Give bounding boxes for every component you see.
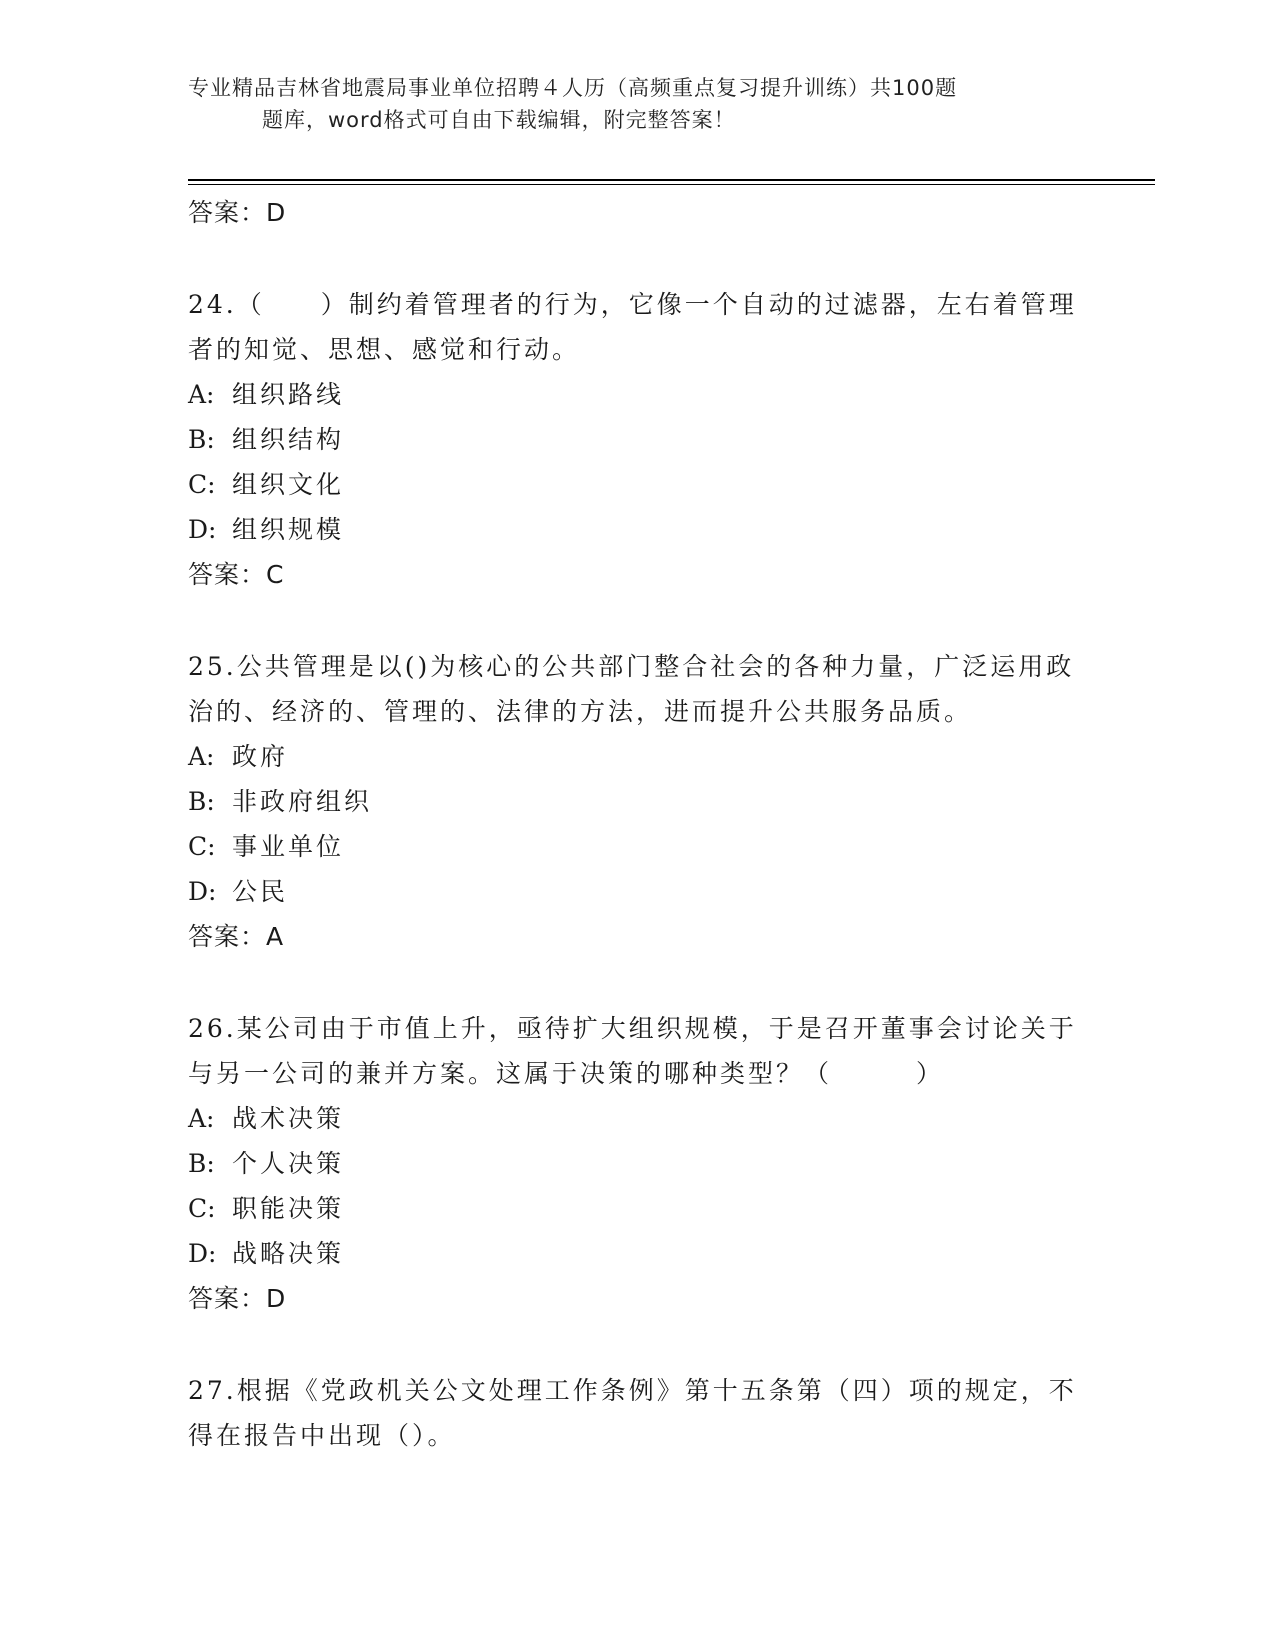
page-header: [188, 72, 1068, 136]
option-d: [188, 1231, 1088, 1276]
option-key: B:: [188, 425, 215, 454]
option-text: 组织路线: [232, 380, 345, 409]
question-item: [188, 644, 1088, 957]
question-text: 26.某公司由于市值上升，亟待扩大组织规模，于是召开董事会讨论关于与另一公司的兼并方案。这属于决策的哪种类型？（ ）: [188, 1014, 1077, 1088]
option-key: B:: [188, 787, 215, 816]
option-key: D:: [188, 877, 217, 906]
option-b: [188, 779, 1088, 824]
option-c: [188, 824, 1088, 869]
option-text: 政府: [232, 742, 289, 771]
option-key: C:: [188, 832, 216, 861]
option-c: [188, 1186, 1088, 1231]
answer-line: [188, 1279, 1088, 1319]
header-divider-thin: [188, 184, 1155, 185]
option-key: C:: [188, 1194, 216, 1223]
option-text: 非政府组织: [232, 787, 373, 816]
option-d: [188, 869, 1088, 914]
answer-value: D: [266, 198, 287, 227]
answer-label: 答案：: [188, 198, 267, 227]
option-b: [188, 1141, 1088, 1186]
option-c: [188, 462, 1088, 507]
option-a: [188, 734, 1088, 779]
answer-label: 答案：: [188, 922, 267, 951]
option-text: 个人决策: [232, 1149, 345, 1178]
question-list: [188, 190, 1088, 1458]
answer-value: A: [266, 922, 285, 951]
option-b: [188, 417, 1088, 462]
answer-line: [188, 193, 1088, 233]
option-text: 组织文化: [232, 470, 345, 499]
question-item: [188, 1006, 1088, 1319]
option-text: 公民: [232, 877, 289, 906]
question-item: [188, 282, 1088, 595]
option-a: [188, 1096, 1088, 1141]
option-text: 职能决策: [232, 1194, 345, 1223]
question-item: [188, 1368, 1088, 1458]
answer-label: 答案：: [188, 560, 267, 589]
option-text: 事业单位: [232, 832, 345, 861]
option-key: B:: [188, 1149, 215, 1178]
question-text: 24.（ ）制约着管理者的行为，它像一个自动的过滤器，左右着管理者的知觉、思想、感觉和行动。: [188, 290, 1077, 364]
header-divider: [188, 179, 1155, 181]
option-key: A:: [188, 1104, 215, 1133]
answer-line: [188, 917, 1088, 957]
header-title-line1: 专业精品吉林省地震局事业单位招聘４人历（高频重点复习提升训练）共100题: [188, 76, 958, 100]
option-text: 战术决策: [232, 1104, 345, 1133]
question-text: 25.公共管理是以()为核心的公共部门整合社会的各种力量，广泛运用政治的、经济的、管理的、法律的方法，进而提升公共服务品质。: [188, 652, 1075, 726]
answer-value: C: [266, 560, 285, 589]
answer-line: [188, 555, 1088, 595]
header-title-line2: 题库，word格式可自由下载编辑，附完整答案！: [262, 108, 736, 132]
question-text: 27.根据《党政机关公文处理工作条例》第十五条第（四）项的规定，不得在报告中出现（）。: [188, 1376, 1077, 1450]
option-a: [188, 372, 1088, 417]
option-text: 组织规模: [232, 515, 345, 544]
option-key: D:: [188, 1239, 217, 1268]
option-key: A:: [188, 380, 215, 409]
option-text: 战略决策: [232, 1239, 345, 1268]
option-d: [188, 507, 1088, 552]
option-text: 组织结构: [232, 425, 345, 454]
answer-label: 答案：: [188, 1284, 267, 1313]
option-key: A:: [188, 742, 215, 771]
option-key: D:: [188, 515, 217, 544]
option-key: C:: [188, 470, 216, 499]
answer-value: D: [266, 1284, 287, 1313]
